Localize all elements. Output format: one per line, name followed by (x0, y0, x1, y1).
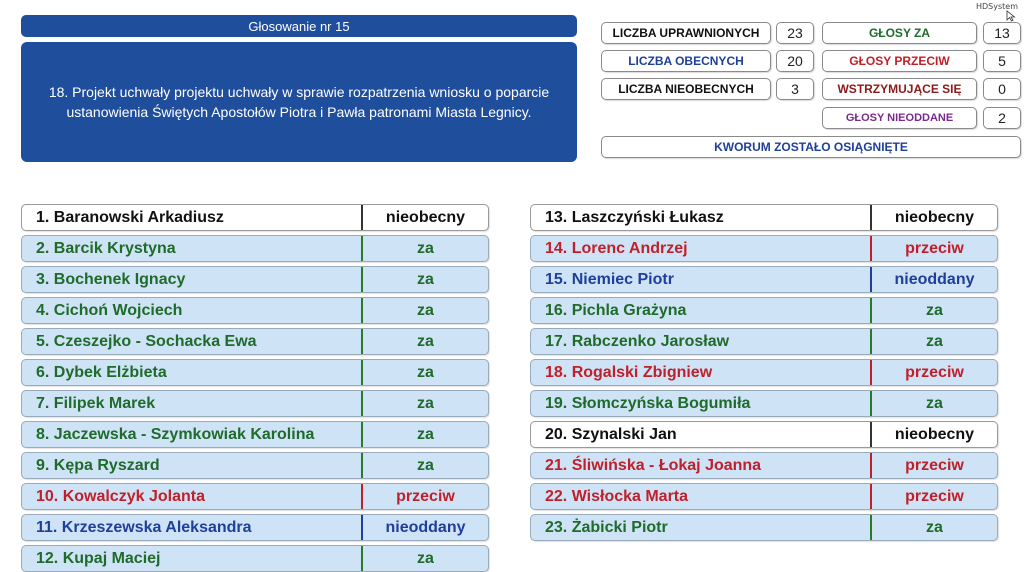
for-votes-label: GŁOSY ZA (822, 22, 977, 44)
councillor-name: 9. Kępa Ryszard (36, 456, 160, 474)
councillor-row (21, 390, 489, 417)
vote-status: za (870, 329, 997, 354)
councillor-row (530, 359, 998, 386)
vote-status: nieobecny (361, 205, 488, 230)
councillor-name: 7. Filipek Marek (36, 394, 156, 412)
councillor-row (530, 328, 998, 355)
brand-logo: HDSystem (976, 2, 1019, 11)
councillor-row (530, 297, 998, 324)
councillor-row (530, 421, 998, 448)
councillor-row (21, 421, 489, 448)
against-votes-value: 5 (983, 50, 1021, 72)
abstain-value: 0 (983, 78, 1021, 100)
not-cast-label: GŁOSY NIEODDANE (822, 107, 977, 129)
vote-status: za (361, 391, 488, 416)
councillor-row (21, 266, 489, 293)
councillor-name: 18. Rogalski Zbigniew (545, 363, 713, 381)
vote-status: przeciw (870, 360, 997, 385)
councillor-row (530, 483, 998, 510)
vote-status: przeciw (870, 484, 997, 509)
councillor-name: 19. Słomczyńska Bogumiła (545, 394, 751, 412)
councillor-name: 16. Pichla Grażyna (545, 301, 687, 319)
councillor-name: 11. Krzeszewska Aleksandra (36, 518, 252, 536)
councillor-row (21, 452, 489, 479)
vote-status: nieobecny (870, 422, 997, 447)
councillor-name: 8. Jaczewska - Szymkowiak Karolina (36, 425, 315, 443)
councillor-name: 6. Dybek Elżbieta (36, 363, 167, 381)
councillor-name: 5. Czeszejko - Sochacka Ewa (36, 332, 257, 350)
vote-status: za (361, 267, 488, 292)
councillor-row (530, 390, 998, 417)
councillor-name: 2. Barcik Krystyna (36, 239, 176, 257)
vote-status: za (361, 329, 488, 354)
councillor-name: 1. Baranowski Arkadiusz (36, 208, 224, 226)
vote-title: Głosowanie nr 15 (21, 15, 577, 37)
vote-status: za (870, 391, 997, 416)
councillor-row (21, 204, 489, 231)
vote-status: za (361, 453, 488, 478)
vote-status: nieobecny (870, 205, 997, 230)
councillor-name: 14. Lorenc Andrzej (545, 239, 688, 257)
for-votes-value: 13 (983, 22, 1021, 44)
councillor-row (530, 514, 998, 541)
vote-status: nieoddany (361, 515, 488, 540)
entitled-label: LICZBA UPRAWNIONYCH (601, 22, 771, 44)
councillor-row (21, 483, 489, 510)
vote-status: za (870, 515, 997, 540)
councillor-name: 23. Żabicki Piotr (545, 518, 668, 536)
vote-status: przeciw (361, 484, 488, 509)
quorum-status: KWORUM ZOSTAŁO OSIĄGNIĘTE (601, 136, 1021, 158)
entitled-value: 23 (776, 22, 814, 44)
vote-status: za (361, 360, 488, 385)
vote-status: za (361, 236, 488, 261)
vote-status: nieoddany (870, 267, 997, 292)
councillor-row (21, 545, 489, 572)
mouse-cursor-icon (1006, 10, 1018, 22)
councillor-row (21, 359, 489, 386)
present-value: 20 (776, 50, 814, 72)
councillor-name: 3. Bochenek Ignacy (36, 270, 186, 288)
councillor-row (21, 328, 489, 355)
vote-status: za (361, 422, 488, 447)
councillor-name: 21. Śliwińska - Łokaj Joanna (545, 456, 762, 474)
councillor-row (21, 297, 489, 324)
councillor-row (21, 514, 489, 541)
councillor-row (530, 235, 998, 262)
absent-label: LICZBA NIEOBECNYCH (601, 78, 771, 100)
absent-value: 3 (776, 78, 814, 100)
councillor-row (530, 204, 998, 231)
councillor-row (530, 452, 998, 479)
councillor-row (21, 235, 489, 262)
vote-status: za (361, 298, 488, 323)
vote-status: przeciw (870, 453, 997, 478)
abstain-label: WSTRZYMUJĄCE SIĘ (822, 78, 977, 100)
vote-status: za (870, 298, 997, 323)
vote-status: za (361, 546, 488, 571)
not-cast-value: 2 (983, 107, 1021, 129)
councillor-name: 13. Laszczyński Łukasz (545, 208, 724, 226)
vote-status: przeciw (870, 236, 997, 261)
councillor-name: 20. Szynalski Jan (545, 425, 677, 443)
councillor-name: 12. Kupaj Maciej (36, 549, 161, 567)
against-votes-label: GŁOSY PRZECIW (822, 50, 977, 72)
resolution-text: 18. Projekt uchwały projektu uchwały w sprawie rozpatrzenia wniosku o poparcie ustanowienia Świętych Apostołów Piotra i Pawła patronami Miasta Legnicy. (21, 42, 577, 162)
councillor-name: 15. Niemiec Piotr (545, 270, 674, 288)
councillor-name: 17. Rabczenko Jarosław (545, 332, 730, 350)
councillor-row (530, 266, 998, 293)
councillor-name: 10. Kowalczyk Jolanta (36, 487, 205, 505)
councillor-name: 22. Wisłocka Marta (545, 487, 689, 505)
councillor-name: 4. Cichoń Wojciech (36, 301, 183, 319)
present-label: LICZBA OBECNYCH (601, 50, 771, 72)
